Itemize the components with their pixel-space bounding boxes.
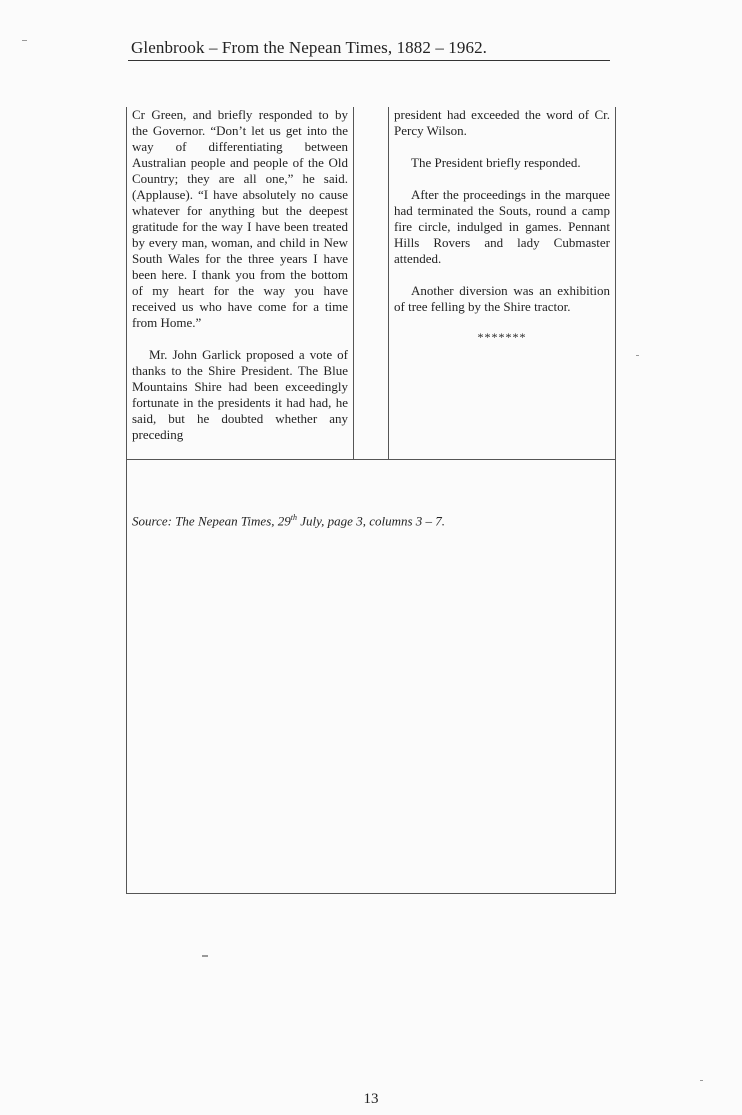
source-superscript: th — [290, 513, 297, 522]
left-paragraph-2: Mr. John Garlick proposed a vote of thanks to the Shire President. The Blue Mountains Shire had been exceedingly fortunate in the presidents it had had, he said, but he doubted whether any preceding — [132, 347, 348, 442]
page-number: 13 — [363, 1091, 379, 1107]
right-paragraph-1: president had exceeded the word of Cr. Percy Wilson. — [394, 107, 610, 138]
source-box — [126, 459, 616, 894]
left-column-text — [127, 107, 353, 443]
section-separator: ******* — [477, 330, 527, 344]
scan-speck — [202, 955, 208, 957]
right-paragraph-4: Another diversion was an exhibition of tree felling by the Shire tractor. — [394, 283, 610, 314]
header-rule — [128, 60, 610, 61]
right-paragraph-2: The President briefly responded. — [411, 155, 581, 170]
source-text-after: July, page 3, columns 3 – 7. — [296, 513, 446, 529]
right-paragraph-3: After the proceedings in the marquee had terminated the Souts, round a camp fire circle, indulged in games. Pennant Hills Rovers and lady Cubmaster attended. — [394, 187, 610, 266]
right-column-text — [389, 107, 615, 345]
source-citation — [132, 510, 445, 529]
scan-speck — [22, 40, 27, 41]
scan-speck — [700, 1080, 703, 1081]
left-column — [126, 107, 354, 459]
source-text-before: Source: The Nepean Times, 29 — [132, 513, 291, 529]
scan-speck — [636, 355, 639, 356]
left-paragraph-1: Cr Green, and briefly responded to by the Governor. “Don’t let us get into the way of differentiating between Australian people and people of the Old Country; they are all one,” he said. (Applause). “I have absolutely no cause whatever for anything but the deepest gratitude for the way I have been treated by every man, woman, and child in New South Wales for the three years I have been here. I thank you from the bottom of my heart for the way you have received us who have come for a time from Home.” — [132, 107, 348, 330]
right-column — [388, 107, 616, 459]
page-header-title: Glenbrook – From the Nepean Times, 1882 – 1962. — [131, 38, 488, 57]
